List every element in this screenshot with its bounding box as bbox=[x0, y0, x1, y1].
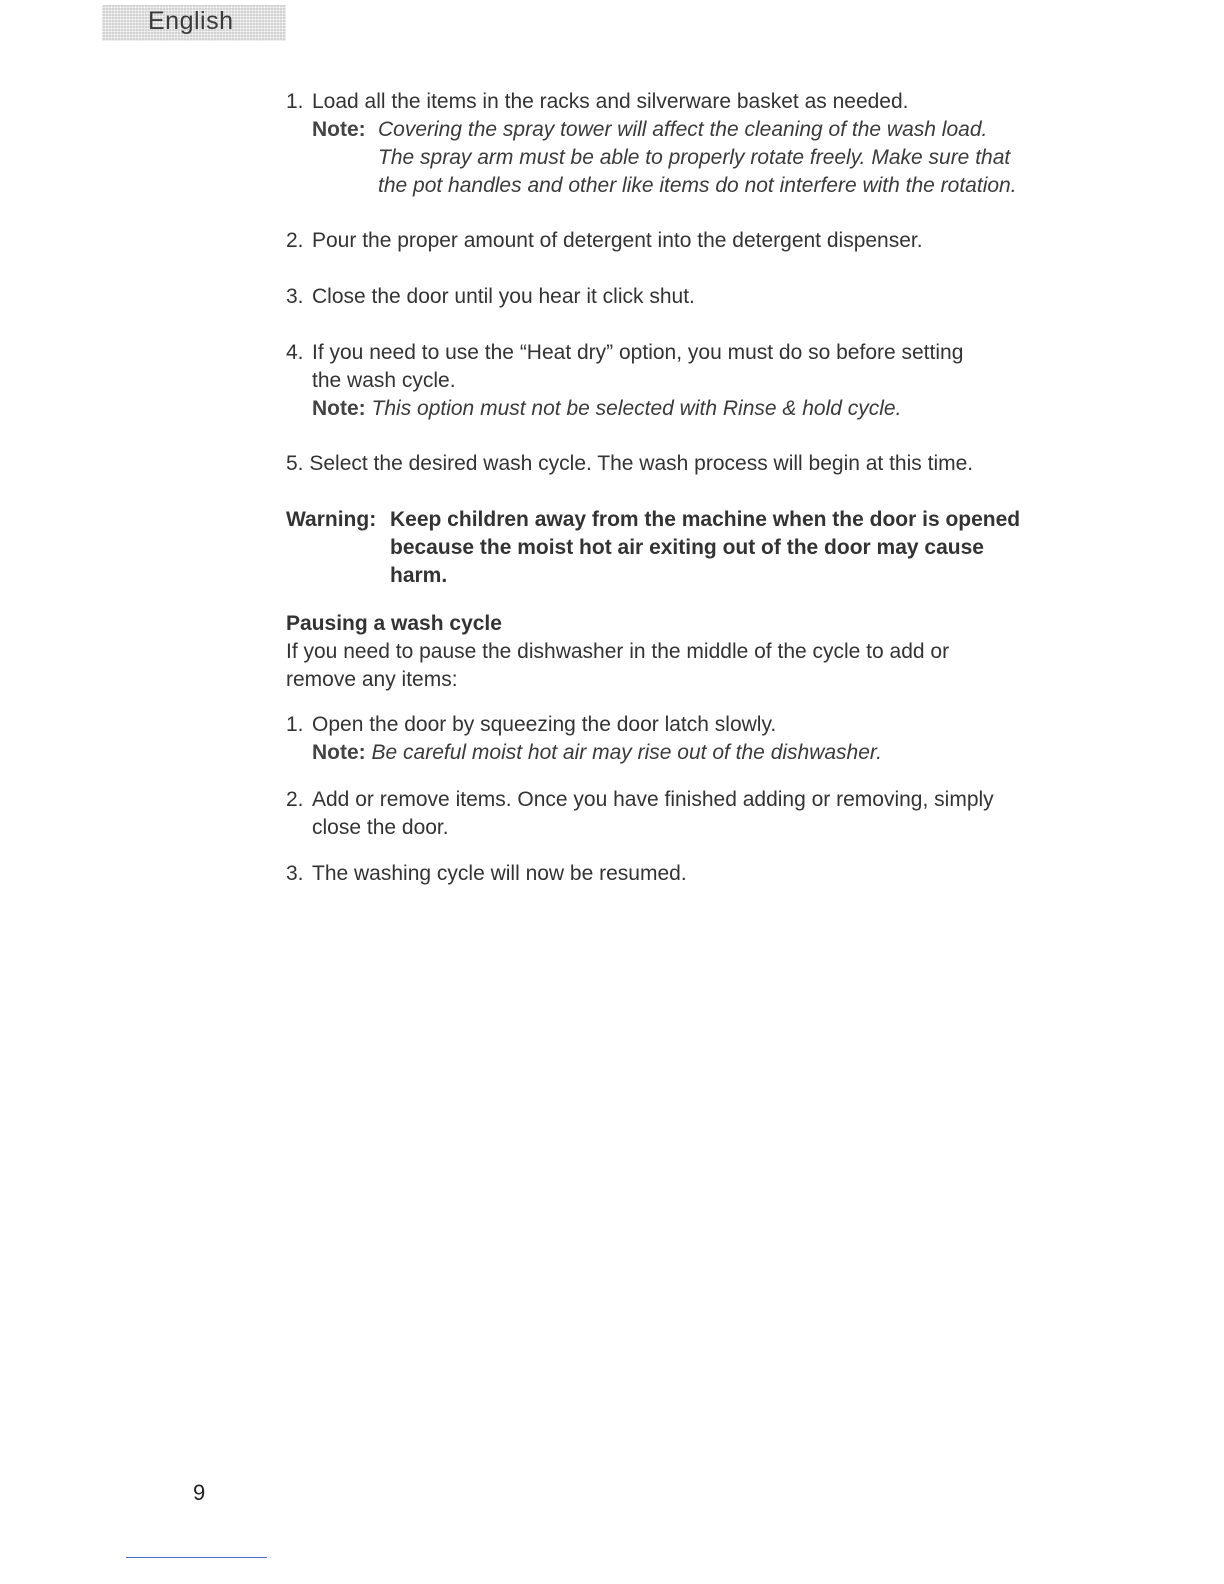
note-label: Note: bbox=[312, 397, 366, 420]
instructions-content bbox=[286, 88, 1026, 888]
section-heading: Pausing a wash cycle bbox=[286, 612, 502, 635]
step-note bbox=[312, 739, 1026, 767]
step-note bbox=[312, 116, 1018, 200]
step-text: If you need to use the “Heat dry” option, you must do so before setting the wash cycle. bbox=[312, 341, 964, 392]
step-number: 2. bbox=[286, 788, 304, 811]
step-text: The washing cycle will now be resumed. bbox=[312, 862, 687, 885]
warning-text: Keep children away from the machine when the door is opened because the moist hot air exiting out of the door may cause harm. bbox=[390, 508, 1021, 587]
pause-step-3 bbox=[286, 860, 1026, 888]
step-4 bbox=[286, 339, 992, 423]
step-5 bbox=[286, 450, 1016, 478]
step-number: 4. bbox=[286, 341, 304, 364]
step-number: 1. bbox=[286, 713, 304, 736]
language-tab bbox=[102, 5, 286, 41]
step-text: Add or remove items. Once you have finished adding or removing, simply close the door. bbox=[312, 788, 994, 839]
step-text: Select the desired wash cycle. The wash process will begin at this time. bbox=[309, 452, 974, 475]
note-text: This option must not be selected with Rinse & hold cycle. bbox=[371, 397, 902, 420]
section-intro: If you need to pause the dishwasher in the middle of the cycle to add or remove any items: bbox=[286, 640, 950, 691]
step-number: 3. bbox=[286, 285, 304, 308]
step-note bbox=[312, 395, 992, 423]
warning-label: Warning: bbox=[286, 508, 377, 531]
note-label: Note: bbox=[312, 741, 366, 764]
step-text: Load all the items in the racks and silverware basket as needed. bbox=[312, 90, 909, 113]
step-3 bbox=[286, 283, 1026, 311]
step-text: Pour the proper amount of detergent into the detergent dispenser. bbox=[312, 229, 923, 252]
pause-step-1 bbox=[286, 711, 1026, 767]
step-number: 1. bbox=[286, 90, 304, 113]
language-tab-label: English bbox=[148, 7, 234, 35]
pause-step-2 bbox=[286, 786, 1012, 842]
step-number: 3. bbox=[286, 862, 304, 885]
step-text: Open the door by squeezing the door latch slowly. bbox=[312, 713, 777, 736]
note-label: Note: bbox=[312, 118, 366, 141]
page-number: 9 bbox=[193, 1480, 206, 1505]
step-number: 2. bbox=[286, 229, 304, 252]
note-text: Be careful moist hot air may rise out of the dishwasher. bbox=[371, 741, 882, 764]
step-2 bbox=[286, 227, 1026, 255]
footer-rule bbox=[126, 1557, 267, 1558]
step-1 bbox=[286, 88, 1026, 200]
step-text: Close the door until you hear it click shut. bbox=[312, 285, 695, 308]
warning-block bbox=[286, 506, 1026, 590]
step-number: 5. bbox=[286, 452, 304, 475]
note-text: Covering the spray tower will affect the cleaning of the wash load. The spray arm must be able to properly rotate freely. Make sure that the pot handles and other like items do not interfere with the rotation. bbox=[378, 118, 1017, 197]
